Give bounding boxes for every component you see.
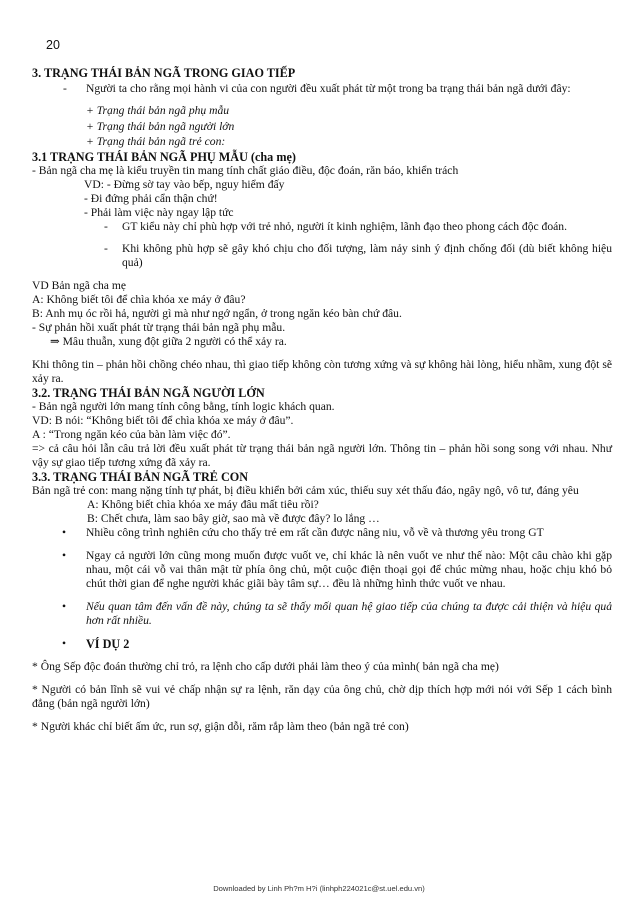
paragraph: - Bản ngã cha mẹ là kiểu truyền tin mang tính chất giáo điều, độc đoán, răn báo, khiển trách xyxy=(32,163,459,177)
ego-state-item: + Trạng thái bản ngã trẻ con: xyxy=(86,135,226,148)
ego-state-item: + Trạng thái bản ngã người lớn xyxy=(86,119,235,133)
paragraph: Bản ngã trẻ con: mang nặng tính tự phát, bị điều khiển bởi cảm xúc, thiếu suy xét thấu đáo, ngây ngô, vô tư, đáng yêu xyxy=(32,483,579,497)
bullet-marker: • xyxy=(62,548,67,562)
bullet-text: Ngay cả người lớn cũng mong muốn được vuốt ve, chỉ khác là nên vuốt ve như thế nào: Một câu chào khi gặp nhau, một cái vỗ vai thân mật từ phía ông chủ, một cuộc điện thoại gọi để chúc mừng nhau, hoặc chịu khó bỏ chút thời gian để nghe người khác giãi bày tâm sự… đều là những hình thức vuốt ve nhau. xyxy=(86,548,612,590)
paragraph: Khi thông tin – phản hồi chồng chéo nhau, thì giao tiếp không còn tương xứng và sự không hài lòng, hiểu nhầm, xung đột sẽ xảy ra. xyxy=(32,357,612,385)
example-line: VD: - Đừng sờ tay vào bếp, nguy hiểm đấy xyxy=(84,177,285,191)
example-title: VD Bản ngã cha mẹ xyxy=(32,278,127,292)
bullet-text: Nếu quan tâm đến vấn đề này, chúng ta sẽ thấy mối quan hệ giao tiếp của chúng ta được cải thiện và hiệu quả hơn rất nhiều. xyxy=(86,599,612,627)
intro-text: Người ta cho rằng mọi hành vi của con người đều xuất phát từ một trong ba trạng thái bản ngã dưới đây: xyxy=(86,82,571,95)
page-content xyxy=(32,66,612,734)
example-2-heading: VÍ DỤ 2 xyxy=(86,636,130,651)
bullet-marker: • xyxy=(62,525,67,539)
page-number: 20 xyxy=(46,38,60,52)
example-line: VD: B nói: “Không biết tôi để chìa khóa xe máy ở đâu”. xyxy=(32,413,294,427)
dash-marker: - xyxy=(104,219,108,233)
section-heading: 3. TRẠNG THÁI BẢN NGÃ TRONG GIAO TIẾP xyxy=(32,66,296,80)
example-line: A: Không biết tôi để chìa khóa xe máy ở đâu? xyxy=(32,292,246,306)
dash-marker: - xyxy=(63,82,67,95)
conclusion-text: Mâu thuẫn, xung đột giữa 2 người có thể xảy ra. xyxy=(62,334,287,348)
bullet-item xyxy=(62,637,612,651)
example-line: B: Anh mụ óc rồi hả, người gì mà như ngớ ngẩn, ở trong ngăn kéo bàn chứ đâu. xyxy=(32,306,402,320)
sub-item xyxy=(104,242,612,270)
bullet-item xyxy=(62,526,612,540)
paragraph: - Bản ngã người lớn mang tính công bằng, tính logic khách quan. xyxy=(32,399,335,413)
example-line: - Phải làm việc này ngay lập tức xyxy=(84,205,234,219)
subsection-heading-3-1: 3.1 TRẠNG THÁI BẢN NGÃ PHỤ MẪU (cha mẹ) xyxy=(32,149,296,164)
sub-item-text: Khi không phù hợp sẽ gây khó chịu cho đối tượng, làm nảy sinh ý định chống đối (dù biết không hiệu quả) xyxy=(122,241,612,269)
ego-state-item: + Trạng thái bản ngã phụ mẫu xyxy=(86,104,230,117)
example-line: A: Không biết chìa khóa xe máy đâu mất tiêu rồi? xyxy=(87,497,319,511)
bullet-marker: • xyxy=(62,599,67,613)
download-footer: Downloaded by Linh Ph?m H?i (linhph224021c@st.uel.edu.vn) xyxy=(213,884,425,893)
sub-item-text: GT kiểu này chỉ phù hợp với trẻ nhỏ, người ít kinh nghiệm, lãnh đạo theo phong cách độc đoán. xyxy=(122,219,567,233)
sub-item xyxy=(104,220,612,234)
example-line: - Đi đứng phải cẩn thận chứ! xyxy=(84,191,218,205)
paragraph: * Người khác chỉ biết ấm ức, run sợ, giận dỗi, răm rắp làm theo (bản ngã trẻ con) xyxy=(32,719,409,733)
paragraph: => cả câu hỏi lẫn câu trả lời đều xuất phát từ trạng thái bản ngã người lớn. Thông tin – phản hồi song song với nhau. Như vậy sự giao tiếp tương xứng đã xảy ra. xyxy=(32,441,612,469)
bullet-item xyxy=(62,549,612,591)
example-line: A : “Trong ngăn kéo của bàn làm việc đó”. xyxy=(32,427,231,441)
subsection-heading-3-3: 3.3. TRẠNG THÁI BẢN NGÃ TRẺ CON xyxy=(32,469,249,484)
paragraph: * Người có bản lĩnh sẽ vui vẻ chấp nhận sự ra lệnh, răn dạy của ông chủ, chờ dịp thích hợp mới nói với Sếp 1 cách bình đẳng (bản ngã người lớn) xyxy=(32,682,612,710)
example-line: B: Chết chưa, làm sao bây giờ, sao mà về được đây? lo lắng … xyxy=(87,511,380,525)
implies-arrow-icon: ⇒ xyxy=(50,334,60,348)
example-block xyxy=(32,279,612,349)
subsection-heading-3-2: 3.2. TRẠNG THÁI BẢN NGÃ NGƯỜI LỚN xyxy=(32,385,265,400)
bullet-item xyxy=(62,600,612,628)
intro-item xyxy=(63,82,612,96)
bullet-text: Nhiều công trình nghiên cứu cho thấy trẻ em rất cần được nâng niu, vỗ về và thương yêu trong GT xyxy=(86,525,544,539)
example-line: - Sự phản hồi xuất phát từ trạng thái bản ngã phụ mẫu. xyxy=(32,320,286,334)
paragraph: * Ông Sếp độc đoán thường chỉ trỏ, ra lệnh cho cấp dưới phải làm theo ý của mình( bản ngã cha mẹ) xyxy=(32,659,499,673)
conclusion-line xyxy=(50,335,612,349)
bullet-marker: • xyxy=(62,636,67,650)
ego-state-list xyxy=(86,103,612,150)
dash-marker: - xyxy=(104,241,108,255)
